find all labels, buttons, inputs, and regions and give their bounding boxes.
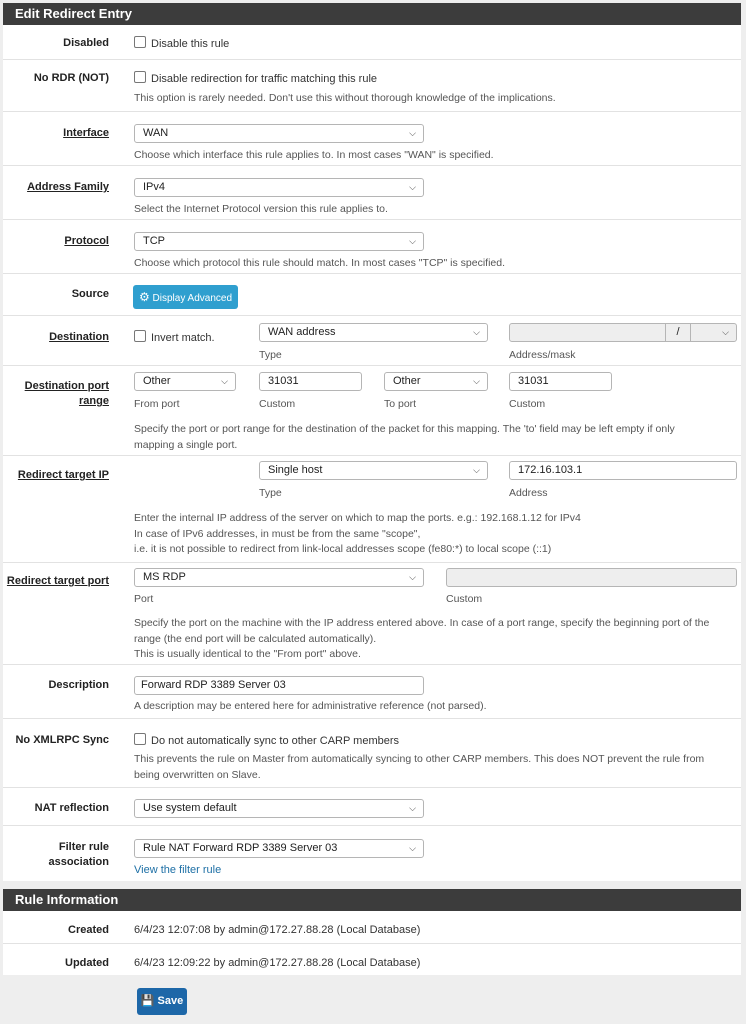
destination-type-caption: Type bbox=[259, 349, 282, 361]
destination-type-value: WAN address bbox=[268, 326, 336, 338]
interface-help: Choose which interface this rule applies to. In most cases "WAN" is specified. bbox=[134, 149, 494, 161]
chevron-down-icon: ⌵ bbox=[473, 327, 480, 337]
row-filter-rule bbox=[3, 825, 741, 882]
to-port-caption: To port bbox=[384, 398, 417, 410]
row-description bbox=[3, 664, 741, 719]
chevron-down-icon: ⌵ bbox=[409, 803, 416, 813]
no-rdr-checkbox[interactable] bbox=[134, 71, 377, 85]
checkbox-box[interactable] bbox=[134, 36, 146, 48]
redirect-port-value: MS RDP bbox=[143, 571, 186, 583]
filter-rule-label-line2: association bbox=[48, 856, 109, 868]
row-updated bbox=[3, 943, 741, 976]
redirect-port-help-line2: range (the end port will be calculated automatically). bbox=[134, 632, 377, 645]
created-label: Created bbox=[68, 924, 109, 936]
gear-icon: ⚙ bbox=[139, 290, 150, 304]
description-help: A description may be entered here for administrative reference (not parsed). bbox=[134, 700, 487, 712]
redirect-ip-label: Redirect target IP bbox=[17, 469, 109, 481]
display-advanced-label: Display Advanced bbox=[152, 293, 233, 304]
redirect-port-help bbox=[134, 616, 738, 663]
xmlrpc-label: No XMLRPC Sync bbox=[15, 734, 109, 746]
row-disabled bbox=[3, 25, 741, 59]
dest-port-label-line2: range bbox=[79, 395, 109, 407]
redirect-ip-help-line2: In case of IPv6 addresses, in must be from the same "scope", bbox=[134, 527, 421, 540]
row-created bbox=[3, 911, 741, 943]
interface-value: WAN bbox=[143, 127, 169, 139]
filter-rule-value: Rule NAT Forward RDP 3389 Server 03 bbox=[143, 842, 338, 854]
xmlrpc-text: Do not automatically sync to other CARP members bbox=[151, 735, 400, 747]
row-xmlrpc bbox=[3, 718, 741, 788]
row-protocol bbox=[3, 219, 741, 274]
to-port-value: Other bbox=[393, 375, 421, 387]
nat-reflection-value: Use system default bbox=[143, 802, 237, 814]
checkbox-box[interactable] bbox=[134, 330, 146, 342]
redirect-ip-address-input[interactable]: 172.16.103.1 bbox=[509, 461, 737, 480]
interface-label: Interface bbox=[63, 127, 109, 139]
redirect-port-label: Redirect target port bbox=[6, 575, 109, 587]
xmlrpc-help-line2: being overwritten on Slave. bbox=[134, 768, 261, 781]
redirect-port-custom-input[interactable] bbox=[446, 568, 737, 587]
chevron-down-icon: ⌵ bbox=[409, 182, 416, 192]
redirect-port-caption: Port bbox=[134, 593, 154, 605]
xmlrpc-checkbox[interactable] bbox=[134, 733, 399, 747]
disabled-label: Disabled bbox=[63, 37, 109, 49]
chevron-down-icon: ⌵ bbox=[722, 327, 729, 337]
redirect-ip-type-select[interactable] bbox=[259, 461, 488, 480]
nat-reflection-label: NAT reflection bbox=[34, 802, 109, 814]
nat-reflection-select[interactable] bbox=[134, 799, 424, 818]
save-label: Save bbox=[157, 995, 184, 1007]
display-advanced-button[interactable] bbox=[133, 285, 238, 309]
row-redirect-port bbox=[3, 562, 741, 665]
dest-port-help bbox=[134, 422, 734, 453]
dest-port-help-line2: mapping a single port. bbox=[134, 438, 238, 451]
to-port-custom-input[interactable]: 31031 bbox=[509, 372, 612, 391]
redirect-ip-address-caption: Address bbox=[509, 487, 548, 499]
filter-rule-select[interactable] bbox=[134, 839, 424, 858]
protocol-help: Choose which protocol this rule should match. In most cases "TCP" is specified. bbox=[134, 257, 506, 269]
interface-select[interactable] bbox=[134, 124, 424, 143]
row-address-family bbox=[3, 165, 741, 220]
destination-address-input[interactable] bbox=[509, 323, 666, 342]
rule-info-title: Rule Information bbox=[3, 889, 741, 911]
from-port-select[interactable] bbox=[134, 372, 236, 391]
xmlrpc-help-line1: This prevents the rule on Master from automatically syncing to other CARP members. This does NOT prevent the rule from bbox=[134, 753, 705, 765]
description-label: Description bbox=[48, 679, 109, 691]
from-custom-caption: Custom bbox=[259, 398, 296, 410]
address-mask-caption: Address/mask bbox=[509, 349, 576, 361]
destination-mask-select[interactable] bbox=[690, 323, 737, 342]
filter-rule-label bbox=[48, 840, 109, 870]
disable-rule-text: Disable this rule bbox=[151, 38, 230, 50]
from-port-caption: From port bbox=[134, 398, 180, 410]
mask-separator-text: / bbox=[676, 326, 680, 338]
row-interface bbox=[3, 111, 741, 166]
checkbox-box[interactable] bbox=[134, 733, 146, 745]
row-nat-reflection bbox=[3, 787, 741, 826]
row-destination bbox=[3, 315, 741, 366]
row-redirect-ip bbox=[3, 455, 741, 563]
invert-match-text: Invert match. bbox=[151, 332, 215, 344]
no-rdr-label: No RDR (NOT) bbox=[33, 72, 109, 84]
address-family-select[interactable] bbox=[134, 178, 424, 197]
dest-port-help-line1: Specify the port or port range for the destination of the packet for this mapping. The 'to' field may be left empty if only bbox=[134, 423, 675, 435]
redirect-ip-type-value: Single host bbox=[268, 464, 323, 476]
redirect-port-custom-caption: Custom bbox=[446, 593, 483, 605]
destination-label: Destination bbox=[49, 331, 109, 343]
from-port-custom-input[interactable]: 31031 bbox=[259, 372, 362, 391]
protocol-label: Protocol bbox=[64, 235, 109, 247]
redirect-ip-help-line3: i.e. it is not possible to redirect from link-local addresses scope (fe80:*) to local scope (::1) bbox=[134, 543, 552, 555]
mask-separator bbox=[665, 323, 691, 342]
filter-rule-label-line1: Filter rule bbox=[58, 841, 109, 853]
row-source bbox=[3, 273, 741, 316]
rule-information-panel bbox=[3, 889, 741, 975]
no-rdr-text: Disable redirection for traffic matching this rule bbox=[151, 73, 378, 85]
updated-label: Updated bbox=[65, 957, 109, 969]
row-destination-port bbox=[3, 365, 741, 456]
redirect-port-help-line1: Specify the port on the machine with the IP address entered above. In case of a port range, specify the beginning port of the bbox=[134, 617, 710, 629]
chevron-down-icon: ⌵ bbox=[409, 236, 416, 246]
address-family-value: IPv4 bbox=[143, 181, 166, 193]
chevron-down-icon: ⌵ bbox=[473, 376, 480, 386]
chevron-down-icon: ⌵ bbox=[473, 465, 480, 475]
destination-type-select[interactable] bbox=[259, 323, 488, 342]
chevron-down-icon: ⌵ bbox=[409, 843, 416, 853]
dest-port-label bbox=[25, 379, 109, 409]
redirect-ip-type-caption: Type bbox=[259, 487, 282, 499]
checkbox-box[interactable] bbox=[134, 71, 146, 83]
description-input[interactable]: Forward RDP 3389 Server 03 bbox=[134, 676, 424, 695]
floppy-disk-icon: 💾 bbox=[140, 995, 155, 1007]
source-label: Source bbox=[71, 288, 109, 300]
protocol-value: TCP bbox=[143, 235, 165, 247]
from-port-value: Other bbox=[143, 375, 171, 387]
created-value: 6/4/23 12:07:08 by admin@172.27.88.28 (Local Database) bbox=[134, 924, 421, 936]
chevron-down-icon: ⌵ bbox=[409, 128, 416, 138]
redirect-port-select[interactable] bbox=[134, 568, 424, 587]
chevron-down-icon: ⌵ bbox=[409, 572, 416, 582]
redirect-ip-help bbox=[134, 511, 734, 558]
updated-value: 6/4/23 12:09:22 by admin@172.27.88.28 (Local Database) bbox=[134, 957, 421, 969]
panel-title: Edit Redirect Entry bbox=[3, 3, 741, 25]
address-family-label: Address Family bbox=[27, 181, 109, 193]
save-button[interactable] bbox=[137, 988, 187, 1015]
invert-match-checkbox[interactable] bbox=[134, 330, 215, 344]
dest-port-label-line1: Destination port bbox=[24, 380, 109, 392]
redirect-port-help-line3: This is usually identical to the "From port" above. bbox=[134, 648, 361, 660]
protocol-select[interactable] bbox=[134, 232, 424, 251]
address-family-help: Select the Internet Protocol version this rule applies to. bbox=[134, 203, 388, 215]
redirect-ip-help-line1: Enter the internal IP address of the server on which to map the ports. e.g.: 192.168.1.12 for IPv4 bbox=[134, 512, 581, 524]
view-filter-rule-link[interactable]: View the filter rule bbox=[134, 864, 222, 876]
chevron-down-icon: ⌵ bbox=[221, 376, 228, 386]
row-no-rdr bbox=[3, 59, 741, 112]
to-port-select[interactable] bbox=[384, 372, 488, 391]
no-rdr-help: This option is rarely needed. Don't use this without thorough knowledge of the implications. bbox=[134, 92, 556, 104]
edit-redirect-panel bbox=[3, 3, 741, 881]
xmlrpc-help bbox=[134, 752, 738, 783]
to-custom-caption: Custom bbox=[509, 398, 546, 410]
disable-rule-checkbox[interactable] bbox=[134, 36, 229, 50]
